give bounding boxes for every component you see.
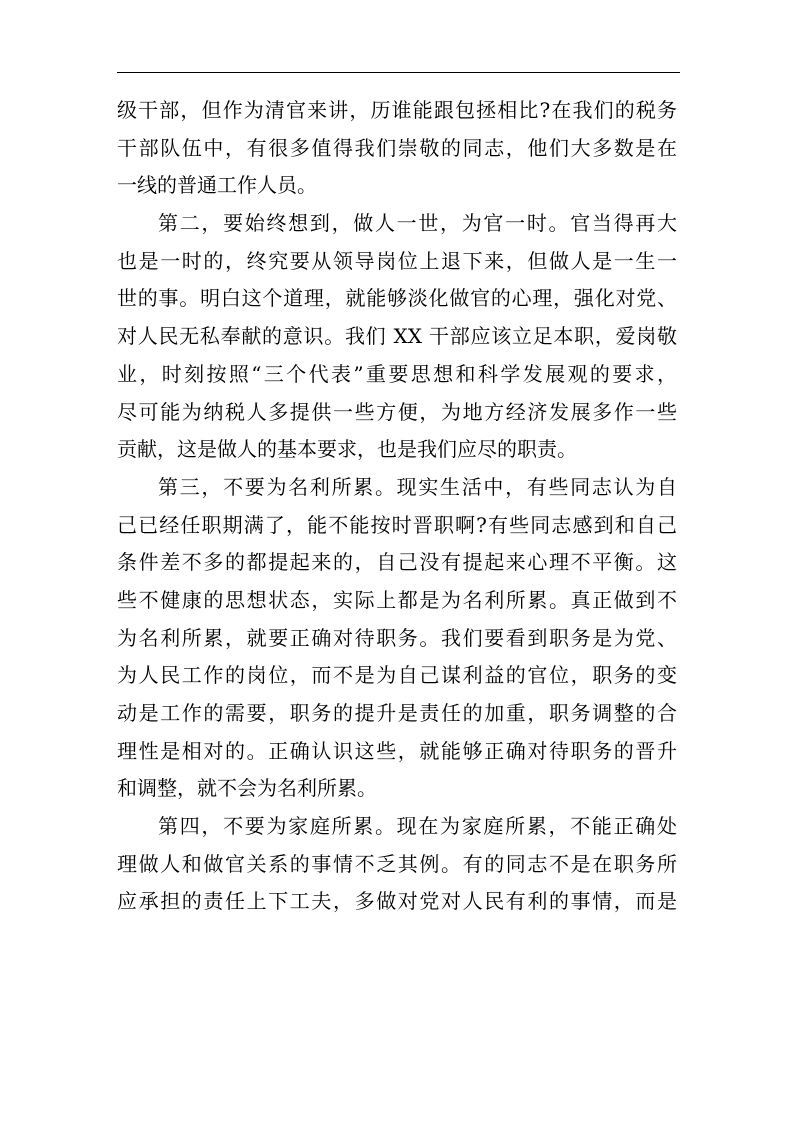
- text-line: 应承担的责任上下工夫，多做对党对人民有利的事情，而是: [117, 889, 677, 914]
- text-line: 第四，不要为家庭所累。现在为家庭所累，不能正确处: [158, 814, 677, 839]
- paragraph-fourth: [117, 808, 677, 921]
- text-line: 也是一时的，终究要从领导岗位上退下来，但做人是一生一: [117, 248, 677, 273]
- text-line: 尽可能为纳税人多提供一些方便，为地方经济发展多作一些: [117, 399, 677, 424]
- text-line: 业，时刻按照“三个代表”重要思想和科学发展观的要求，: [117, 361, 677, 386]
- text-line: 些不健康的思想状态，实际上都是为名利所累。真正做到不: [117, 587, 677, 612]
- text-line: 级干部，但作为清官来讲，历谁能跟包拯相比?在我们的税务: [117, 98, 677, 122]
- text-line: 己已经任职期满了，能不能按时晋职啊?有些同志感到和自己: [117, 512, 677, 537]
- paragraph-second: [117, 205, 677, 469]
- paragraph-continuation: [117, 92, 677, 205]
- text-line: 和调整，就不会为名利所累。: [117, 776, 377, 801]
- text-line: 贡献，这是做人的基本要求，也是我们应尽的职责。: [117, 437, 577, 462]
- text-line: 对人民无私奉献的意识。我们 XX 干部应该立足本职，爱岗敬: [117, 324, 677, 349]
- paragraph-third: [117, 469, 677, 808]
- text-line: 为名利所累，就要正确对待职务。我们要看到职务是为党、: [117, 625, 677, 650]
- text-line: 一线的普通工作人员。: [117, 173, 317, 198]
- text-line: 干部队伍中，有很多值得我们崇敬的同志，他们大多数是在: [117, 135, 677, 160]
- header-rule: [117, 72, 680, 73]
- text-line: 条件差不多的都提起来的，自己没有提起来心理不平衡。这: [117, 550, 677, 575]
- text-line: 世的事。明白这个道理，就能够淡化做官的心理，强化对党、: [117, 286, 677, 311]
- text-line: 理性是相对的。正确认识这些，就能够正确对待职务的晋升: [117, 738, 677, 763]
- text-line: 动是工作的需要，职务的提升是责任的加重，职务调整的合: [117, 701, 677, 725]
- text-line: 为人民工作的岗位，而不是为自己谋利益的官位，职务的变: [117, 663, 677, 688]
- text-line: 理做人和做官关系的事情不乏其例。有的同志不是在职务所: [117, 851, 677, 876]
- document-body: [117, 92, 677, 921]
- text-line: 第三，不要为名利所累。现实生活中，有些同志认为自: [158, 474, 677, 499]
- text-line: 第二，要始终想到，做人一世，为官一时。官当得再大: [158, 211, 677, 236]
